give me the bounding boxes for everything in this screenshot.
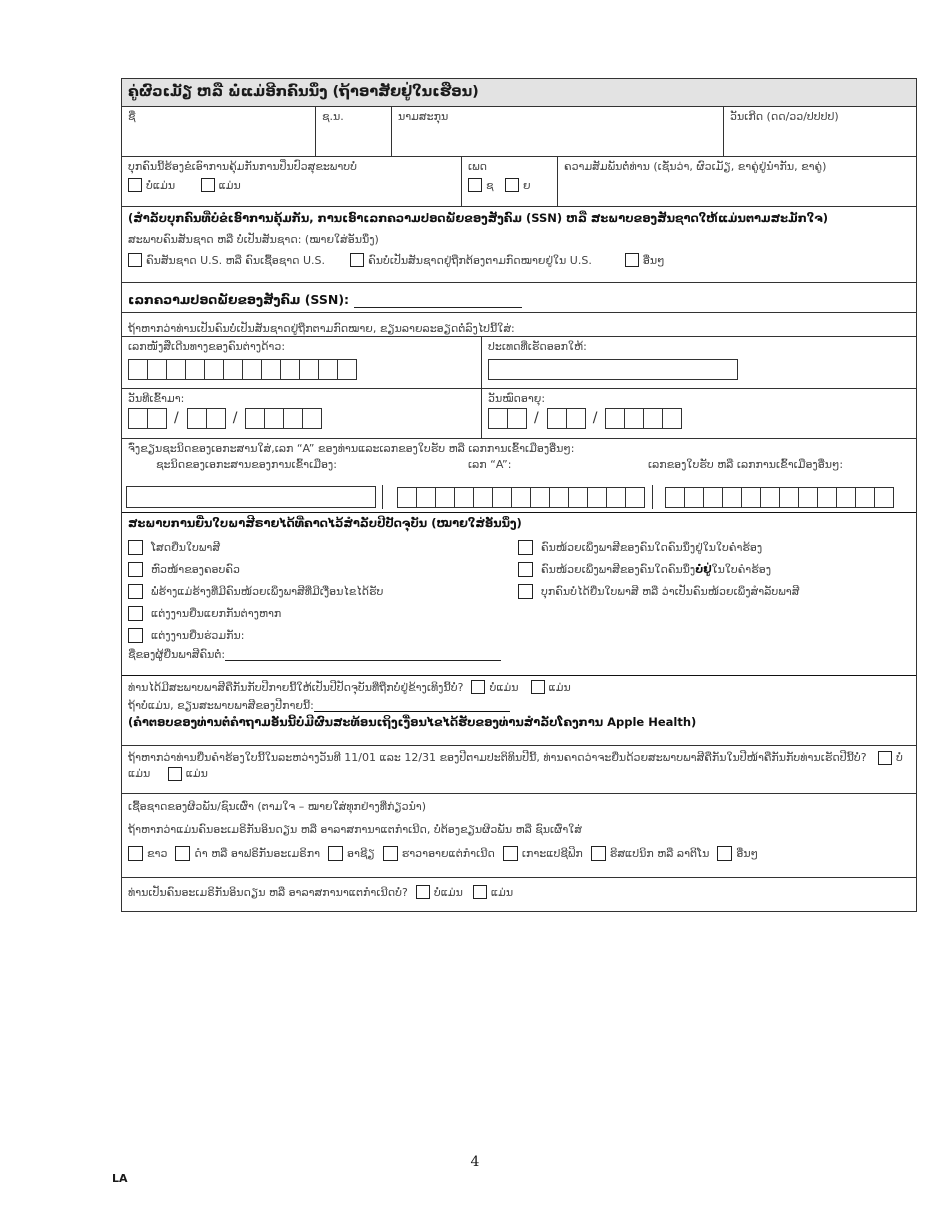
middle-initial-field[interactable] (316, 107, 392, 156)
sex-female-label: ຍ (523, 178, 531, 192)
tax-change-question: ທ່ານໄດ້ມີສະພາບພາສີຄືກັນກັບປີກາຍນີ້ໃຫ້ເປັນປີປັດຈຸບັນທີ່ຖືກບໍ່ຢູ່ຂ້າງເທິງນີ້ບໍ່? (128, 680, 464, 694)
dob-field[interactable] (724, 107, 916, 156)
digit-box[interactable] (722, 487, 742, 508)
renewal-no-label: ບໍ່ແມ່ນ (128, 751, 903, 780)
coverage-question: ບຸກຄົນນີ້ຮ້ອງຂໍເອົາການຄຸ້ມກັນການປິ່ນປົວສຸຂະພາບບໍ່ (128, 160, 358, 173)
tax-change-yes-checkbox[interactable] (531, 680, 545, 694)
coverage-no-checkbox[interactable] (128, 178, 142, 192)
apple-health-note: (ຄຳຕອບຂອງທ່ານຕໍ່ຄຳຖາມອັນນີ້ບໍ່ມີຜົນສະທ້ອນເຖິງເງື່ອນໄຂໄດ້ຮັບຂອງທ່ານສຳລັບໂຄງການ Apple Health) (128, 715, 697, 729)
race-option-label: ຂາວ (147, 847, 168, 860)
dob-label: ວັນເກີດ (ດດ/ວວ/ປປປປ) (730, 110, 839, 123)
document-intro: ຈົ່ງຂຽນຊະນິດຂອງເອກະສານໃສ່,ເລກ “A” ຂອງທ່ານແລະເລກຂອງໃບຮັບ ຫລື ເລກການເຂົ້າເມືອງອື່ນໆ: (128, 442, 575, 455)
race-option-label: ຮິສແປນິກ ຫລື ລາຕິໂນ (609, 847, 710, 860)
joint-filer-label: ຊື່ຂອງຜູ້ຍື່ນພາສີຄົນຕໍ່: (128, 648, 226, 661)
digit-box[interactable] (416, 487, 436, 508)
tax-option-label: ຫົວໜ້າຂອງຄອບຄົວ (151, 562, 240, 576)
tax-option-label: ແຕ່ງງານຍື່ນແຍກກັນຕ່າງຫາກ (151, 606, 282, 620)
coverage-yes-checkbox[interactable] (201, 178, 215, 192)
noncitizen-intro-row (122, 312, 916, 336)
digit-box[interactable] (128, 359, 148, 380)
digit-box[interactable] (798, 487, 818, 508)
coverage-row (122, 156, 916, 206)
digit-box[interactable] (264, 408, 284, 429)
document-type-input[interactable] (126, 486, 376, 508)
lawful-noncitizen-checkbox[interactable] (350, 253, 364, 267)
language-code: LA (112, 1172, 128, 1185)
digit-box[interactable] (302, 408, 322, 429)
expiry-date-input[interactable] (488, 408, 910, 429)
digit-box[interactable] (530, 487, 550, 508)
dependent-on-app-checkbox[interactable] (518, 540, 533, 555)
date-separator: / (592, 410, 598, 426)
ssn-label: ເລກຄວາມປອດພັຍຂອງສັງຄົມ (SSN): (128, 292, 350, 307)
first-name-field[interactable] (122, 107, 316, 156)
country-label: ປະເທດທີ່ເຮັດອອກໃຫ້: (488, 340, 587, 353)
passport-number-boxes[interactable] (128, 359, 475, 380)
digit-box[interactable] (817, 487, 837, 508)
digit-box[interactable] (549, 487, 569, 508)
digit-box[interactable] (836, 487, 856, 508)
middle-initial-label: ຊ.ນ. (322, 110, 344, 123)
race-checkbox[interactable] (503, 846, 518, 861)
other-status-label: ອື່ນໆ (642, 253, 665, 267)
tax-option-label: ບຸກຄົນບໍ່ໄດ້ຍື່ນໃບພາສີ ຫລື ວ່າເປັນຄົນໜ້ວຍເພິ່ງສຳລັບພາສີ (541, 584, 800, 598)
last-name-field[interactable] (392, 107, 724, 156)
passport-row (122, 336, 916, 388)
renewal-no-checkbox[interactable] (878, 751, 892, 765)
tax-option-label: ຄົນໜ້ວຍເພິ່ງພາສີຂອງຄົນໃດຄົນນຶ່ງຢູ່ໃນໃບຄຳຮ້ອງ (541, 540, 763, 554)
race-option-label: ເກາະແປຊີຟິກ (521, 847, 583, 860)
digit-box[interactable] (318, 359, 338, 380)
race-section (122, 793, 916, 877)
digit-box[interactable] (874, 487, 894, 508)
qualifying-widow-checkbox[interactable] (128, 584, 143, 599)
relationship-field[interactable] (558, 157, 916, 206)
digit-box[interactable] (684, 487, 704, 508)
native-yes-label: ແມ່ນ (490, 885, 514, 899)
section-title: ຄູ່ຜົວເມັຽ ຫລື ພໍ່ແມ່ອີກຄົນນຶ່ງ (ຖ້າອາສັຍຢູ່ໃນເຮືອນ) (122, 79, 916, 106)
race-checkbox[interactable] (591, 846, 606, 861)
noncitizen-intro: ຖ້າຫາກວ່າທ່ານເປັນຄົນບໍ່ເປັນສັນຊາດຢູ່ຖືກຕາມກົດໝາຍ, ຂຽນລາຍລະອຽດຕໍ່ລົງໄປນີ້ໃສ່: (128, 322, 515, 335)
receipt-number-boxes[interactable] (665, 487, 893, 508)
last-name-label: ນາມສະກຸນ (398, 110, 449, 123)
digit-box[interactable] (566, 408, 586, 429)
native-yes-checkbox[interactable] (473, 885, 487, 899)
digit-box[interactable] (245, 408, 265, 429)
digit-box[interactable] (703, 487, 723, 508)
digit-box[interactable] (128, 408, 148, 429)
ssn-input[interactable] (354, 295, 522, 308)
digit-box[interactable] (337, 359, 357, 380)
digit-box[interactable] (147, 359, 167, 380)
digit-box[interactable] (147, 408, 167, 429)
a-number-boxes[interactable] (397, 487, 644, 508)
country-input[interactable] (488, 359, 738, 380)
relationship-label: ຄວາມສັມພັນຕໍ່ທ່ານ (ເຊັ່ນວ່າ, ຜົວເມັຽ, ຂາຄູ່ຢູ່ນຳກັນ, ຂາຄູ່) (564, 160, 827, 173)
us-citizen-label: ຄົນສັນຊາດ U.S. ຫລື ຄົນເຊື້ອຊາດ U.S. (146, 253, 326, 267)
digit-box[interactable] (166, 359, 186, 380)
digit-box[interactable] (606, 487, 626, 508)
tax-option-emphasis: ບໍ່ຢູ່ (695, 562, 712, 576)
renewal-section (122, 745, 916, 793)
digit-box[interactable] (242, 359, 262, 380)
tax-option-tail: ໃນໃບຄຳຮ້ອງ (711, 562, 772, 576)
native-no-checkbox[interactable] (416, 885, 430, 899)
sex-male-checkbox[interactable] (468, 178, 482, 192)
citizenship-question: ສະພາບຄົນສັນຊາດ ຫລື ບໍ່ເປັນສັນຊາດ: (ໝາຍໃສ່ອັນນຶ່ງ) (128, 233, 379, 246)
digit-box[interactable] (507, 408, 527, 429)
prev-tax-status-label: ຖ້າບໍ່ແມ່ນ, ຂຽນສະພາບພາສີຂອງປີກາຍນີ້: (128, 699, 314, 712)
race-checkbox[interactable] (128, 846, 143, 861)
digit-box[interactable] (488, 408, 508, 429)
married-joint-checkbox[interactable] (128, 628, 143, 643)
race-option-label: ດຳ ຫລື ອາຟຣິກັນອະເມຣິກາ (194, 847, 321, 860)
digit-box[interactable] (605, 408, 625, 429)
us-citizen-checkbox[interactable] (128, 253, 142, 267)
a-number-label: ເລກ “A”: (468, 458, 512, 471)
tax-filing-section (122, 512, 916, 675)
digit-box[interactable] (283, 408, 303, 429)
single-checkbox[interactable] (128, 540, 143, 555)
tax-change-section (122, 675, 916, 745)
digit-box[interactable] (665, 487, 685, 508)
race-hint: ຖ້າຫາກວ່າແມ່ນຄົນອະເມຣິກັນອິນດຽນ ຫລື ອາລາສການາແຕກໍາເນີດ, ບໍ່ຕ້ອງຂຽນຜິວພັນ ຫລື ຊົນເຜົ່າໃສ່ (128, 823, 583, 836)
other-status-checkbox[interactable] (625, 253, 639, 267)
document-row (122, 438, 916, 512)
digit-box[interactable] (206, 408, 226, 429)
digit-box[interactable] (223, 359, 243, 380)
citizenship-section (122, 206, 916, 282)
race-checkbox[interactable] (383, 846, 398, 861)
tax-change-no-checkbox[interactable] (471, 680, 485, 694)
tax-change-no-label: ບໍ່ແມ່ນ (489, 680, 519, 694)
sex-label: ເພດ (468, 160, 488, 173)
digit-box[interactable] (568, 487, 588, 508)
married-separate-checkbox[interactable] (128, 606, 143, 621)
digit-box[interactable] (280, 359, 300, 380)
optional-note: (ສຳລັບບຸກຄົນທີ່ບໍ່ຂໍເອົາການຄຸ້ມກັນ, ການເອົາເລກຄວາມປອດພັຍຂອງສັງຄົມ (SSN) ຫລື ສະພາບຂອງສັນຊາດໃຫ້ແມ່ນຕາມສະມັກໃຈ) (128, 211, 829, 225)
tax-filing-heading: ສະພາບການຍື່ນໃບພາສີຣາຍໄດ້ທີ່ຄາດໄວ້ສຳລັບປີປັດຈຸບັນ (ໝາຍໃສ່ອັນນຶ່ງ) (128, 516, 522, 530)
digit-box[interactable] (185, 359, 205, 380)
digit-box[interactable] (473, 487, 493, 508)
digit-box[interactable] (547, 408, 567, 429)
race-checkbox[interactable] (175, 846, 190, 861)
digit-box[interactable] (643, 408, 663, 429)
renewal-yes-checkbox[interactable] (168, 767, 182, 781)
renewal-yes-label: ແມ່ນ (185, 767, 208, 780)
sex-male-label: ຊ (486, 178, 494, 192)
tax-change-yes-label: ແມ່ນ (548, 680, 571, 694)
name-row (122, 106, 916, 156)
date-separator: / (232, 410, 238, 426)
ssn-row (122, 282, 916, 312)
digit-box[interactable] (204, 359, 224, 380)
digit-box[interactable] (492, 487, 512, 508)
first-name-label: ຊື່ (128, 110, 136, 123)
expiry-date-label: ວັນໝົດອາຍຸ: (488, 392, 546, 405)
dates-row (122, 388, 916, 438)
native-question: ທ່ານເປັນຄົນອະເມຣິກັນອິນດຽນ ຫລື ອາລາສການາແຕກໍາເນີດບໍ່? (128, 885, 408, 899)
receipt-number-label: ເລກຂອງໃບຮັບ ຫລື ເລກການເຂົ້າເມືອງອື່ນໆ: (648, 458, 844, 471)
joint-filer-input[interactable] (225, 650, 501, 661)
tax-option-label: ຄົນໜ້ວຍເພິ່ງພາສີຂອງຄົນໃດຄົນນຶ່ງ (541, 562, 696, 576)
race-label: ເຊື້ອຊາດຂອງຜິວພັນ/ຊົນເຜົ່າ (ຕາມໃຈ – ໝາຍໃສ່ທຸກຢ່າງທີ່ກ່ຽວນຳ) (128, 800, 427, 813)
coverage-no-label: ບໍ່ແມ່ນ (146, 178, 176, 192)
divider (382, 485, 397, 509)
digit-box[interactable] (779, 487, 799, 508)
digit-box[interactable] (741, 487, 761, 508)
document-type-label: ຊະນິດຂອງເອກະສານຂອງການເຂົ້າເມືອງ: (156, 458, 337, 471)
race-checkbox[interactable] (717, 846, 732, 861)
entry-date-input[interactable] (128, 408, 475, 429)
passport-label: ເລກໜັງສືເດີນທາງຂອງຄົນຕ່າງດ້າວ: (128, 340, 286, 353)
spouse-parent-form (121, 78, 917, 912)
tax-option-label: ໂສດຍື່ນໃບພາສີ (151, 540, 221, 554)
entry-date-label: ວັນທີເຂົ້າມາ: (128, 392, 185, 405)
lawful-noncitizen-label: ຄົນບໍ່ເປັນສັນຊາດຢູ່ຖືກຕ້ອງຕາມກົດໝາຍຢູ່ໃນ U.S. (368, 253, 592, 267)
digit-box[interactable] (454, 487, 474, 508)
date-separator: / (534, 410, 539, 426)
race-option-label: ອື່ນໆ (736, 847, 758, 860)
native-section (122, 877, 916, 911)
digit-box[interactable] (855, 487, 875, 508)
sex-female-checkbox[interactable] (505, 178, 519, 192)
digit-box[interactable] (261, 359, 281, 380)
digit-box[interactable] (625, 487, 645, 508)
digit-box[interactable] (435, 487, 455, 508)
dependent-not-on-app-checkbox[interactable] (518, 562, 533, 577)
digit-box[interactable] (624, 408, 644, 429)
digit-box[interactable] (397, 487, 417, 508)
digit-box[interactable] (187, 408, 207, 429)
divider (652, 485, 665, 509)
not-filing-checkbox[interactable] (518, 584, 533, 599)
tax-option-label: ແຕ່ງງານຍື່ນຮ່ວມກັນ: (151, 628, 245, 642)
renewal-question: ຖ້າຫາກວ່າທ່ານຍື່ນຄຳຮ້ອງໃບນີ້ໃນລະຫວ່າງວັນທີ 11/01 ແລະ 12/31 ຂອງປີຕາມປະຕິທິນປີນີ້, ທ່ານຄາດວ່າຈະຍື່ນດ້ວຍສະພາບພາສີຄືກັນໃນປີໜ້າຄືກັນກັບທ່ານເຮັດປີນີ້ບໍ່? (128, 751, 867, 764)
prev-tax-status-input[interactable] (314, 701, 510, 712)
head-of-household-checkbox[interactable] (128, 562, 143, 577)
race-option-label: ອາຊີຽ (347, 847, 375, 860)
digit-box[interactable] (511, 487, 531, 508)
native-no-label: ບໍ່ແມ່ນ (433, 885, 463, 899)
date-separator: / (174, 410, 179, 426)
tax-option-label: ພໍ່ຮ້າງແມ່ຮ້າງທີ່ມີຄົນໜ້ວຍເພິ່ງພາສີທີ່ມີເງື່ອນໄຂໄດ້ຮັບ (151, 584, 384, 598)
page-number: 4 (470, 1154, 480, 1170)
digit-box[interactable] (299, 359, 319, 380)
digit-box[interactable] (662, 408, 682, 429)
race-checkbox[interactable] (328, 846, 343, 861)
race-option-label: ຮາວາອາຍແຕ່ກຳເນີດ (401, 847, 495, 860)
digit-box[interactable] (760, 487, 780, 508)
digit-box[interactable] (587, 487, 607, 508)
coverage-yes-label: ແມ່ນ (218, 178, 241, 192)
